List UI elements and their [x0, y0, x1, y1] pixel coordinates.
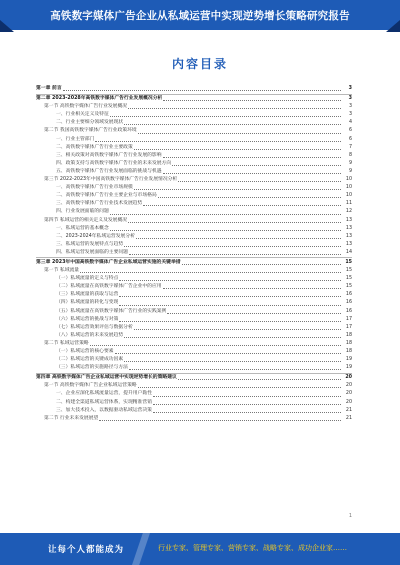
toc-entry-page: 18: [345, 340, 352, 346]
toc-entry[interactable]: [36, 200, 352, 208]
toc-entry-label: 二、2023-2024年私域运营发展分析: [56, 233, 135, 239]
toc-entry-label: 三、相关政策对高铁数字媒体广告行业发展的影响: [56, 152, 162, 158]
toc-entry-label: 四、政策支持与高铁数字媒体广告行业的未来发展方向: [56, 160, 172, 166]
toc-entry-label: （六）私域运营的挑战与对策: [56, 316, 119, 322]
toc-leader-dots: [178, 379, 341, 380]
toc-entry-page: 16: [345, 292, 352, 298]
toc-leader-dots: [178, 181, 341, 182]
toc-leader-dots: [172, 165, 341, 166]
report-header: [0, 0, 400, 30]
toc-entry-label: 三、加大技术投入，以数据驱动私域运营决策: [56, 407, 152, 413]
toc-leader-dots: [129, 369, 341, 370]
toc-entry-page: 20: [345, 375, 352, 381]
toc-entry[interactable]: [36, 127, 352, 135]
footer-slogan: 让每个人都能成为: [48, 545, 125, 555]
toc-entry-label: （八）私域运营的未来发展趋势: [56, 332, 124, 338]
toc-entry-page: 21: [345, 415, 352, 421]
toc-leader-dots: [136, 238, 341, 239]
toc-entry-page: 3: [348, 112, 352, 118]
toc-entry[interactable]: [36, 95, 352, 103]
toc-entry-label: 第三章 2023年中国高铁数字媒体广告企业私域运营实施的关键举措: [36, 259, 181, 265]
toc-leader-dots: [124, 361, 341, 362]
toc-entry[interactable]: [36, 308, 352, 316]
toc-entry-page: 16: [345, 308, 352, 314]
toc-entry[interactable]: [36, 407, 352, 415]
toc-leader-dots: [158, 197, 341, 198]
toc-entry-label: 第二章 2023-2028年高铁数字媒体广告行业发展概况分析: [36, 96, 163, 102]
toc-entry-label: （二）私域流量在高铁数字媒体广告企业中的应用: [56, 284, 162, 290]
toc-leader-dots: [134, 189, 341, 190]
toc-entry-page: 10: [345, 177, 352, 183]
toc-leader-dots: [153, 404, 341, 405]
toc-leader-dots: [138, 387, 341, 388]
toc-entry-label: 一、高铁数字媒体广告行业市场规模: [56, 185, 133, 191]
toc-entry[interactable]: [36, 192, 352, 200]
toc-entry-label: 第一节 私域流量: [44, 268, 80, 274]
toc-entry-label: 二、构建全渠道私域运营体系，实现精准营销: [56, 399, 152, 405]
toc-leader-dots: [167, 313, 341, 314]
page-number: 1: [348, 513, 352, 519]
toc-entry[interactable]: [36, 299, 352, 307]
toc-entry-label: 第一章 前言: [36, 86, 62, 91]
toc-entry[interactable]: [36, 249, 352, 257]
toc-entry-page: 8: [348, 152, 352, 158]
toc-entry[interactable]: [36, 374, 352, 382]
toc-entry-label: （七）私域运营效果评估与数据分析: [56, 324, 133, 330]
toc-entry[interactable]: [36, 136, 352, 144]
toc-entry-label: 一、私域运营的基本概念: [56, 225, 109, 231]
toc-leader-dots: [128, 222, 341, 223]
toc-entry[interactable]: [36, 399, 352, 407]
toc-entry[interactable]: [36, 356, 352, 364]
toc-entry-label: 第四节 私域运营的相关定义及发展概况: [44, 217, 128, 223]
toc-entry-label: 三、私域运营的发展特点与趋势: [56, 241, 124, 247]
toc-entry-label: （一）私域运营的核心要素: [56, 349, 114, 354]
toc-entry-page: 10: [345, 185, 352, 191]
toc-leader-dots: [110, 230, 341, 231]
toc-entry[interactable]: [36, 259, 352, 267]
toc-entry-label: 第一节 高铁数字媒体广告企业私域运营策略: [44, 383, 137, 389]
toc-entry-page: 19: [345, 357, 352, 363]
toc-entry[interactable]: [36, 291, 352, 299]
toc-entry[interactable]: [36, 119, 352, 127]
toc-entry-label: （二）私域运营的关键成功因素: [56, 357, 124, 363]
toc-entry[interactable]: [36, 208, 352, 216]
toc-entry-label: 第二节 私域运营策略: [44, 340, 89, 346]
report-footer: [0, 533, 400, 565]
toc-entry-page: 17: [345, 324, 352, 330]
report-title: 高铁数字媒体广告企业从私域运营中实现逆势增长策略研究报告: [50, 10, 350, 22]
footer-tagline: 行业专家、管理专家、营销专家、战略专家、成功企业家……: [158, 544, 347, 552]
toc-entry[interactable]: [36, 267, 352, 275]
toc-entry-label: 第二节 我国高铁数字媒体广告行业政策环境: [44, 128, 137, 134]
toc-entry[interactable]: [36, 176, 352, 184]
toc-entry-page: 3: [348, 86, 352, 91]
toc-entry-page: 20: [345, 383, 352, 389]
toc-entry[interactable]: [36, 275, 352, 283]
toc-leader-dots: [124, 246, 341, 247]
toc-entry[interactable]: [36, 283, 352, 291]
toc-entry-page: 15: [345, 276, 352, 282]
toc-entry-label: （四）私域流量的转化与变现: [56, 300, 119, 306]
toc-entry-page: 13: [345, 233, 352, 239]
toc-entry-page: 9: [348, 160, 352, 166]
toc-entry-page: 6: [348, 128, 352, 134]
toc-entry[interactable]: [36, 85, 352, 93]
toc-entry-page: 3: [348, 96, 352, 102]
toc-entry-label: 二、高铁数字媒体广告行业主要政策: [56, 144, 133, 150]
toc-entry-label: （五）私域流量在高铁数字媒体广告行业的实践案例: [56, 308, 167, 314]
toc-leader-dots: [119, 305, 341, 306]
toc-leader-dots: [153, 396, 341, 397]
toc-entry[interactable]: [36, 364, 352, 372]
toc-entry-page: 6: [348, 136, 352, 142]
toc-entry-label: 一、企业应深化私域流量运营，提升用户黏性: [56, 391, 152, 397]
toc-entry-page: 16: [345, 300, 352, 306]
toc-entry[interactable]: [36, 103, 352, 111]
toc-leader-dots: [119, 280, 341, 281]
toc-leader-dots: [163, 157, 341, 158]
toc-entry-label: 第四章 高铁数字媒体广告企业私域运营中实现逆势增长的策略建议: [36, 375, 177, 381]
toc-entry-label: 五、高铁数字媒体广告行业发展面临的挑战与机遇: [56, 168, 162, 174]
toc-entry-page: 3: [348, 104, 352, 110]
toc-leader-dots: [119, 296, 341, 297]
toc-leader-dots: [153, 412, 341, 413]
toc-entry-label: 一、行业主管部门: [56, 136, 95, 142]
toc-entry[interactable]: [36, 390, 352, 398]
toc-entry-label: 四、行业发展面临的问题: [56, 209, 109, 215]
toc-entry[interactable]: [36, 168, 352, 176]
toc-leader-dots: [119, 321, 341, 322]
toc-entry-page: 4: [348, 120, 352, 126]
toc-entry[interactable]: [36, 348, 352, 356]
toc-entry-page: 18: [345, 332, 352, 338]
toc-entry[interactable]: [36, 160, 352, 168]
toc-entry-page: 18: [345, 349, 352, 354]
toc-entry-page: 13: [345, 225, 352, 231]
toc-leader-dots: [138, 133, 341, 134]
toc-leader-dots: [143, 205, 341, 206]
toc-leader-dots: [163, 100, 341, 101]
toc-leader-dots: [134, 149, 341, 150]
toc-entry-page: 12: [345, 209, 352, 215]
toc-entry[interactable]: [36, 324, 352, 332]
toc-entry-page: 13: [345, 217, 352, 223]
footer-divider-shape: [132, 533, 150, 565]
toc-entry[interactable]: [36, 225, 352, 233]
toc-leader-dots: [163, 173, 341, 174]
toc-entry-label: （一）私域流量的定义与特点: [56, 276, 119, 282]
toc-entry[interactable]: [36, 111, 352, 119]
toc-entry[interactable]: [36, 217, 352, 225]
toc-entry[interactable]: [36, 332, 352, 340]
toc-entry-label: 二、行业主要细分领域发展现状: [56, 120, 124, 126]
toc-leader-dots: [128, 108, 341, 109]
toc-entry[interactable]: [36, 340, 352, 348]
toc-entry-page: 7: [348, 144, 352, 150]
toc-entry-label: 一、行业相关定义及特征: [56, 112, 109, 118]
toc-leader-dots: [182, 264, 341, 265]
toc-leader-dots: [90, 345, 341, 346]
toc-entry-page: 14: [345, 249, 352, 255]
toc-entry[interactable]: [36, 144, 352, 152]
toc-entry-page: 15: [345, 284, 352, 290]
toc-entry-label: （三）私域流量的获取与运营: [56, 292, 119, 298]
toc-entry-label: 第一节 高铁数字媒体广告行业发展概况: [44, 104, 128, 110]
toc-entry-label: 四、私域运营发展面临的主要问题: [56, 249, 128, 255]
toc-leader-dots: [80, 272, 341, 273]
toc-leader-dots: [115, 353, 341, 354]
toc-entry[interactable]: [36, 184, 352, 192]
toc-leader-dots: [163, 288, 341, 289]
toc-leader-dots: [99, 420, 341, 421]
toc-entry[interactable]: [36, 415, 352, 423]
toc-entry-page: 11: [345, 201, 352, 207]
toc-entry-page: 15: [345, 259, 352, 265]
toc-entry-page: 19: [345, 365, 352, 371]
toc-entry-label: 三、高铁数字媒体广告行业技术发展趋势: [56, 201, 143, 207]
toc-leader-dots: [134, 329, 341, 330]
toc-leader-dots: [110, 214, 341, 215]
toc-entry-label: 二、高铁数字媒体广告行业主要企业与市场格局: [56, 193, 157, 199]
toc-entry-label: 第三节 2022-2023年中国高铁数字媒体广告行业发展情况分析: [44, 177, 178, 183]
table-of-contents: [36, 85, 352, 423]
toc-entry-page: 20: [345, 391, 352, 397]
toc-leader-dots: [124, 124, 341, 125]
toc-leader-dots: [95, 141, 341, 142]
toc-entry-label: 第二节 行业未来发展展望: [44, 415, 99, 421]
toc-entry-page: 20: [345, 399, 352, 405]
toc-leader-dots: [63, 90, 341, 91]
toc-leader-dots: [129, 254, 341, 255]
toc-entry-page: 10: [345, 193, 352, 199]
toc-entry-page: 17: [345, 316, 352, 322]
toc-entry[interactable]: [36, 233, 352, 241]
toc-entry[interactable]: [36, 316, 352, 324]
toc-entry-page: 21: [345, 407, 352, 413]
toc-entry-page: 9: [348, 168, 352, 174]
toc-leader-dots: [124, 337, 341, 338]
toc-entry[interactable]: [36, 152, 352, 160]
toc-entry[interactable]: [36, 382, 352, 390]
toc-entry-page: 13: [345, 241, 352, 247]
toc-heading: 内容目录: [171, 57, 228, 71]
toc-entry[interactable]: [36, 241, 352, 249]
toc-entry-page: 15: [345, 268, 352, 274]
toc-leader-dots: [110, 116, 341, 117]
toc-entry-label: （三）私域运营的实施路径与方法: [56, 365, 128, 371]
